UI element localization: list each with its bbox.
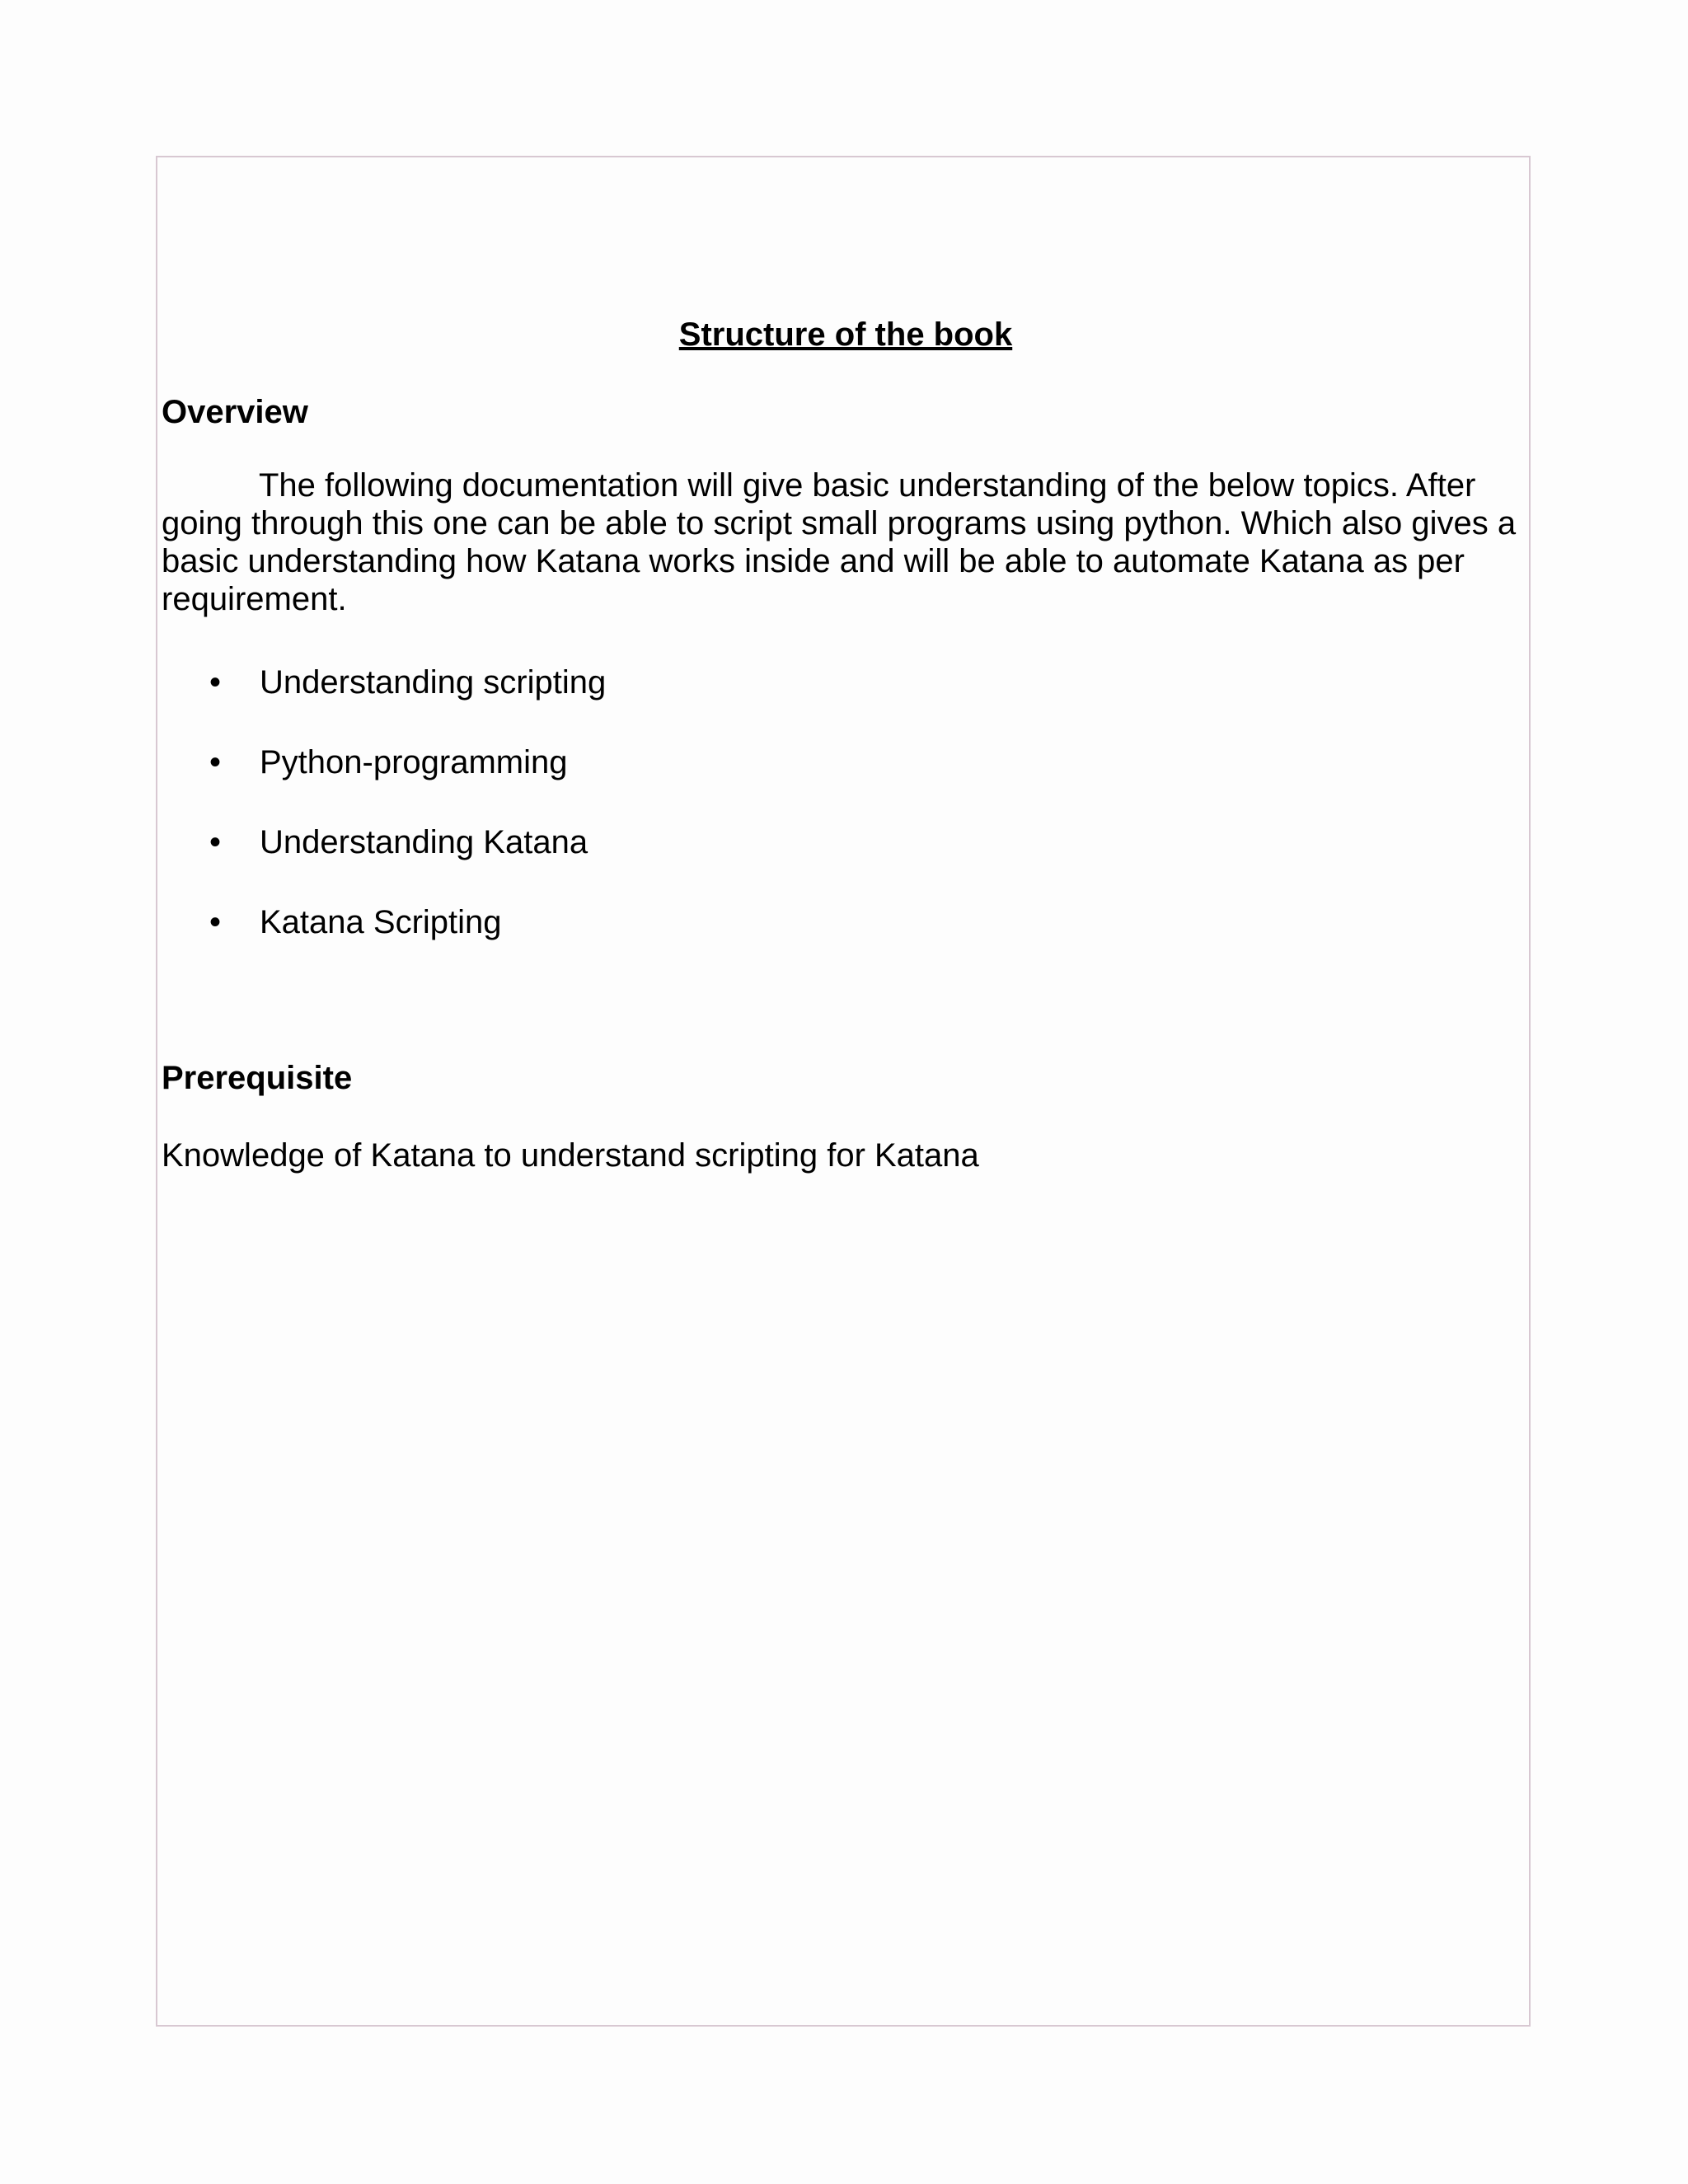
overview-paragraph: The following documentation will give basic understanding of the below topics. After going through this one can be able to script small programs using python. Which also gives a basic understanding how Katana works inside and will be able to automate Katana as per requirement.: [162, 467, 1517, 617]
topic-label: Understanding Katana: [260, 824, 588, 860]
bullet-icon: •: [209, 664, 222, 701]
prerequisite-heading: Prerequisite: [162, 1060, 353, 1096]
topic-label: Python-programming: [260, 744, 568, 780]
overview-heading: Overview: [162, 394, 308, 430]
page-border: [156, 156, 1531, 2027]
topic-label: Understanding scripting: [260, 664, 607, 701]
prerequisite-text: Knowledge of Katana to understand scripting for Katana: [162, 1137, 979, 1174]
bullet-icon: •: [209, 824, 222, 860]
document-title: Structure of the book: [678, 316, 1013, 353]
topic-label: Katana Scripting: [260, 904, 502, 940]
bullet-icon: •: [209, 904, 222, 940]
bullet-icon: •: [209, 744, 222, 780]
